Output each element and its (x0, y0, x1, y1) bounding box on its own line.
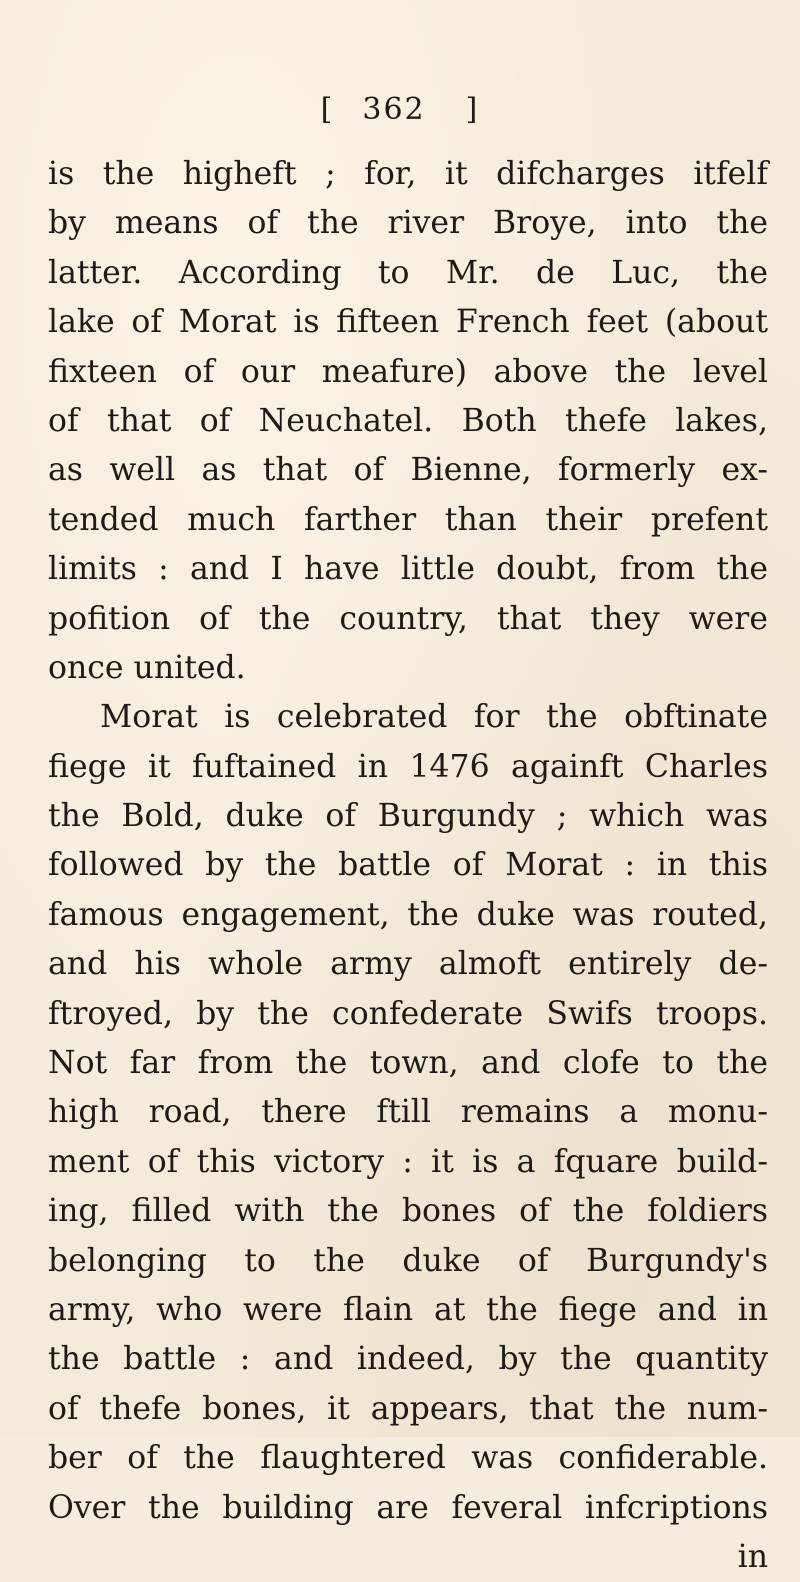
text-line: ment of this victory : it is a fquare build- (48, 1143, 768, 1180)
body-text (48, 150, 768, 1582)
text-line: famous engagement, the duke was routed, (48, 896, 768, 933)
text-line: lake of Morat is fifteen French feet (about (48, 304, 768, 341)
text-line: followed by the battle of Morat : in this (48, 847, 768, 884)
text-line: high road, there ftill remains a monu- (48, 1094, 768, 1131)
text-line: belonging to the duke of Burgundy's (48, 1242, 768, 1279)
text-line: pofition of the country, that they were (48, 600, 768, 637)
close-bracket: ] (465, 92, 480, 127)
text-line: the Bold, duke of Burgundy ; which was (48, 798, 768, 835)
paragraph-start-line: Morat is celebrated for the obftinate (100, 699, 768, 736)
text-line: army, who were flain at the fiege and in (48, 1291, 768, 1328)
page-header (0, 92, 800, 127)
text-line: the battle : and indeed, by the quantity (48, 1341, 768, 1378)
text-line: is the higheft ; for, it difcharges itfelf (48, 156, 768, 192)
text-line: latter. According to Mr. de Luc, the (48, 254, 768, 291)
text-line: fiege it fuftained in 1476 againft Charles (48, 748, 768, 785)
text-line: tended much farther than their prefent (48, 501, 768, 538)
catchword: in (737, 1538, 768, 1575)
text-line: Not far from the town, and clofe to the (48, 1045, 768, 1082)
text-line: by means of the river Broye, into the (48, 205, 768, 242)
text-line: of thefe bones, it appears, that the num- (48, 1390, 768, 1427)
text-line: ing, filled with the bones of the foldiers (48, 1193, 768, 1230)
text-line: Over the building are feveral infcriptions (48, 1489, 768, 1526)
page-number: 362 (362, 92, 426, 127)
text-line: limits : and I have little doubt, from the (48, 551, 768, 588)
text-line: and his whole army almoft entirely de- (48, 946, 768, 983)
text-line: as well as that of Bienne, formerly ex- (48, 452, 768, 489)
paragraph-end-line: once united. (48, 649, 246, 686)
text-line: ber of the flaughtered was confiderable. (48, 1440, 768, 1477)
text-line: fixteen of our meafure) above the level (48, 353, 768, 390)
text-line: ftroyed, by the confederate Swifs troops. (48, 995, 768, 1032)
text-line: of that of Neuchatel. Both thefe lakes, (48, 402, 768, 439)
open-bracket: [ (320, 92, 335, 127)
